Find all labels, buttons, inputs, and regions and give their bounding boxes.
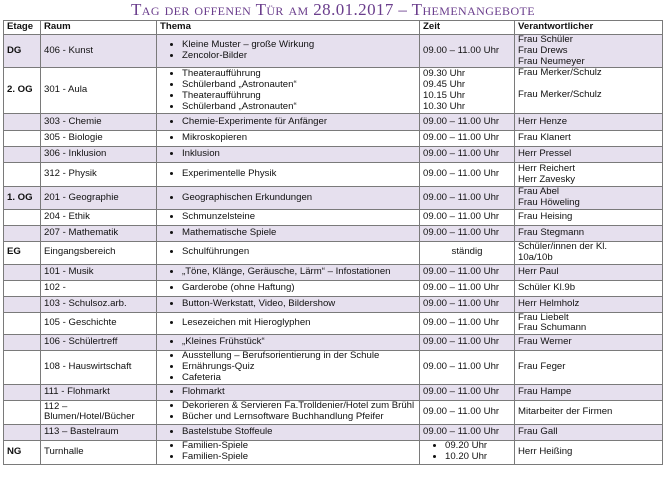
cell-raum: 303 - Chemie: [41, 114, 157, 131]
zeit-line: 09.00 – 11.00 Uhr: [423, 316, 500, 328]
thema-item: • Dekorieren & Servieren Fa.Trolldenier/Hotel zum Brühl: [182, 401, 416, 412]
thema-list: [160, 133, 416, 144]
cell-thema: [157, 114, 420, 131]
cell-etage: NG: [4, 440, 41, 464]
cell-zeit: [420, 225, 515, 241]
cell-etage: [4, 384, 41, 400]
thema-item: • Mathematische Spiele: [182, 228, 416, 239]
cell-verantwortlicher: [515, 131, 663, 147]
cell-zeit: [420, 296, 515, 312]
cell-etage: [4, 351, 41, 384]
zeit-line: 09.00 – 11.00 Uhr: [423, 405, 500, 417]
cell-thema: [157, 335, 420, 351]
thema-item: • Experimentelle Physik: [182, 169, 416, 180]
verantwortlicher-line: Frau Hampe: [518, 385, 572, 397]
table-row: [4, 312, 663, 335]
cell-zeit: [420, 280, 515, 296]
verantwortlicher-line: Frau Stegmann: [518, 227, 585, 239]
cell-etage: [4, 264, 41, 280]
table-row: [4, 335, 663, 351]
verantwortlicher-line: Frau Abel: [518, 186, 560, 198]
table-row: [4, 187, 663, 210]
cell-zeit: [420, 335, 515, 351]
thema-item: • „Töne, Klänge, Geräusche, Lärm“ – Infostationen: [182, 267, 416, 278]
cell-zeit: [420, 400, 515, 424]
thema-item: • Bastelstube Stoffeule: [182, 427, 416, 438]
cell-raum: Eingangsbereich: [41, 241, 157, 264]
table-row: [4, 35, 663, 68]
cell-thema: [157, 312, 420, 335]
cell-raum: 207 - Mathematik: [41, 225, 157, 241]
cell-thema: [157, 264, 420, 280]
zeit-line: 09.00 – 11.00 Uhr: [423, 425, 500, 437]
cell-zeit: [420, 209, 515, 225]
zeit-line: 09.30 Uhr: [423, 68, 466, 80]
thema-item: • Familien-Spiele: [182, 441, 416, 452]
cell-zeit: [420, 163, 515, 187]
thema-list: [160, 69, 416, 112]
verantwortlicher-line: Herr Zavesky: [518, 173, 576, 185]
thema-list: [160, 247, 416, 258]
thema-item: • Lesezeichen mit Hieroglyphen: [182, 318, 416, 329]
table-row: [4, 384, 663, 400]
verantwortlicher-line: Frau Heising: [518, 211, 573, 223]
cell-verantwortlicher: [515, 424, 663, 440]
cell-raum: 106 - Schülertreff: [41, 335, 157, 351]
header-zeit: Zeit: [420, 21, 515, 35]
table-row: [4, 68, 663, 114]
zeit-list: [423, 441, 511, 463]
zeit-item: • 10.20 Uhr: [445, 452, 511, 463]
zeit-item: • 09.20 Uhr: [445, 441, 511, 452]
schedule-table: [3, 20, 663, 465]
verantwortlicher-line: Mitarbeiter der Firmen: [518, 405, 613, 417]
cell-zeit: [420, 440, 515, 464]
thema-item: • Bücher und Lernsoftware Buchhandlung Pfeifer: [182, 412, 416, 423]
cell-etage: [4, 400, 41, 424]
cell-zeit: [420, 114, 515, 131]
zeit-line: 09.00 – 11.00 Uhr: [423, 168, 500, 180]
zeit-line: 09.00 – 11.00 Uhr: [423, 211, 500, 223]
thema-list: [160, 318, 416, 329]
verantwortlicher-line: 10a/10b: [518, 251, 553, 263]
cell-thema: [157, 351, 420, 384]
zeit-line: 09.00 – 11.00 Uhr: [423, 297, 500, 309]
thema-list: [160, 283, 416, 294]
cell-verantwortlicher: [515, 440, 663, 464]
thema-list: [160, 117, 416, 128]
cell-etage: DG: [4, 35, 41, 68]
verantwortlicher-line: Frau Merker/Schulz: [518, 89, 602, 101]
zeit-line: 10.15 Uhr: [423, 89, 466, 101]
zeit-line: ständig: [451, 246, 483, 258]
thema-item: • Ausstellung – Berufsorientierung in der Schule: [182, 351, 416, 362]
verantwortlicher-line: Herr Heißing: [518, 445, 573, 457]
cell-thema: [157, 225, 420, 241]
zeit-line: 09.00 – 11.00 Uhr: [423, 148, 500, 160]
cell-verantwortlicher: [515, 114, 663, 131]
cell-etage: 2. OG: [4, 68, 41, 114]
cell-etage: [4, 147, 41, 163]
thema-item: • Ernährungs-Quiz: [182, 362, 416, 373]
thema-item: • Schülerband „Astronauten“: [182, 102, 416, 113]
cell-raum: Turnhalle: [41, 440, 157, 464]
cell-raum: 305 - Biologie: [41, 131, 157, 147]
cell-thema: [157, 209, 420, 225]
verantwortlicher-line: Frau Schüler: [518, 34, 573, 45]
cell-etage: [4, 163, 41, 187]
cell-thema: [157, 241, 420, 264]
cell-raum: 406 - Kunst: [41, 35, 157, 68]
table-row: [4, 131, 663, 147]
cell-raum: 312 - Physik: [41, 163, 157, 187]
thema-list: [160, 427, 416, 438]
cell-verantwortlicher: [515, 68, 663, 114]
cell-zeit: [420, 424, 515, 440]
cell-raum: 201 - Geographie: [41, 187, 157, 210]
cell-zeit: [420, 351, 515, 384]
cell-thema: [157, 280, 420, 296]
cell-thema: [157, 296, 420, 312]
verantwortlicher-line: Herr Helmholz: [518, 297, 580, 309]
cell-thema: [157, 163, 420, 187]
thema-list: [160, 40, 416, 62]
cell-verantwortlicher: [515, 280, 663, 296]
cell-thema: [157, 147, 420, 163]
cell-zeit: [420, 131, 515, 147]
verantwortlicher-line: Frau Werner: [518, 336, 572, 348]
thema-item: • Garderobe (ohne Haftung): [182, 283, 416, 294]
cell-etage: [4, 335, 41, 351]
cell-raum: 112 – Blumen/Hotel/Bücher: [41, 400, 157, 424]
cell-etage: [4, 312, 41, 335]
verantwortlicher-line: Herr Henze: [518, 115, 568, 127]
cell-verantwortlicher: [515, 384, 663, 400]
thema-list: [160, 299, 416, 310]
thema-item: • Inklusion: [182, 149, 416, 160]
thema-list: [160, 228, 416, 239]
cell-zeit: [420, 384, 515, 400]
zeit-line: 09.00 – 11.00 Uhr: [423, 44, 500, 56]
table-row: [4, 400, 663, 424]
thema-item: • Kleine Muster – große Wirkung: [182, 40, 416, 51]
cell-etage: [4, 131, 41, 147]
verantwortlicher-line: Herr Pressel: [518, 148, 572, 160]
verantwortlicher-line: Herr Reichert: [518, 163, 576, 175]
cell-verantwortlicher: [515, 335, 663, 351]
cell-verantwortlicher: [515, 312, 663, 335]
table-row: [4, 296, 663, 312]
cell-verantwortlicher: [515, 264, 663, 280]
header-etage: Etage: [4, 21, 41, 35]
thema-item: • Geographischen Erkundungen: [182, 193, 416, 204]
verantwortlicher-line: Frau Neumeyer: [518, 55, 585, 67]
cell-verantwortlicher: [515, 351, 663, 384]
thema-item: • Mikroskopieren: [182, 133, 416, 144]
zeit-line: 09.00 – 11.00 Uhr: [423, 281, 500, 293]
cell-raum: 101 - Musik: [41, 264, 157, 280]
zeit-line: 09.00 – 11.00 Uhr: [423, 191, 500, 203]
header-thema: Thema: [157, 21, 420, 35]
table-row: [4, 114, 663, 131]
table-row: [4, 264, 663, 280]
table-row: [4, 241, 663, 264]
cell-zeit: [420, 187, 515, 210]
verantwortlicher-line: Frau Feger: [518, 360, 566, 372]
table-row: [4, 351, 663, 384]
zeit-line: 10.30 Uhr: [423, 100, 466, 112]
cell-raum: 102 -: [41, 280, 157, 296]
thema-item: • Schmunzelsteine: [182, 212, 416, 223]
cell-zeit: [420, 312, 515, 335]
cell-verantwortlicher: [515, 147, 663, 163]
header-raum: Raum: [41, 21, 157, 35]
thema-list: [160, 169, 416, 180]
header-verantwortlicher: Verantwortlicher: [515, 21, 663, 35]
zeit-line: 09.00 – 11.00 Uhr: [423, 115, 500, 127]
thema-item: • Chemie-Experimente für Anfänger: [182, 117, 416, 128]
table-row: [4, 225, 663, 241]
zeit-line: 09.45 Uhr: [423, 79, 466, 91]
table-row: [4, 280, 663, 296]
verantwortlicher-line: Frau Merker/Schulz: [518, 67, 602, 79]
thema-list: [160, 351, 416, 383]
thema-item: • Cafeteria: [182, 373, 416, 384]
cell-etage: EG: [4, 241, 41, 264]
cell-etage: [4, 225, 41, 241]
cell-raum: 204 - Ethik: [41, 209, 157, 225]
cell-raum: 113 – Bastelraum: [41, 424, 157, 440]
cell-verantwortlicher: [515, 225, 663, 241]
cell-etage: [4, 296, 41, 312]
thema-list: [160, 149, 416, 160]
thema-item: • Zencolor-Bilder: [182, 51, 416, 62]
table-row: [4, 440, 663, 464]
cell-raum: 111 - Flohmarkt: [41, 384, 157, 400]
cell-zeit: [420, 147, 515, 163]
cell-raum: 105 - Geschichte: [41, 312, 157, 335]
cell-zeit: [420, 35, 515, 68]
thema-list: [160, 267, 416, 278]
cell-zeit: [420, 241, 515, 264]
thema-list: [160, 337, 416, 348]
thema-item: • Schulführungen: [182, 247, 416, 258]
verantwortlicher-line: Frau Schumann: [518, 322, 587, 334]
cell-thema: [157, 187, 420, 210]
thema-item: • Button-Werkstatt, Video, Bildershow: [182, 299, 416, 310]
cell-raum: 108 - Hauswirtschaft: [41, 351, 157, 384]
cell-etage: [4, 280, 41, 296]
cell-raum: 103 - Schulsoz.arb.: [41, 296, 157, 312]
table-row: [4, 424, 663, 440]
verantwortlicher-line: Frau Höweling: [518, 197, 580, 209]
cell-verantwortlicher: [515, 187, 663, 210]
table-body: [4, 35, 663, 465]
thema-item: • Familien-Spiele: [182, 452, 416, 463]
zeit-line: 09.00 – 11.00 Uhr: [423, 336, 500, 348]
cell-raum: 301 - Aula: [41, 68, 157, 114]
thema-item: • Flohmarkt: [182, 387, 416, 398]
table-header-row: [4, 21, 663, 35]
cell-thema: [157, 131, 420, 147]
zeit-line: 09.00 – 11.00 Uhr: [423, 132, 500, 144]
cell-verantwortlicher: [515, 296, 663, 312]
cell-verantwortlicher: [515, 209, 663, 225]
page-title: Tag der offenen Tür am 28.01.2017 – Themenangebote: [131, 0, 535, 19]
cell-zeit: [420, 68, 515, 114]
cell-verantwortlicher: [515, 35, 663, 68]
verantwortlicher-line: Frau Drews: [518, 44, 568, 56]
thema-item: • „Kleines Frühstück“: [182, 337, 416, 348]
cell-thema: [157, 68, 420, 114]
verantwortlicher-line: Schüler Kl.9b: [518, 281, 576, 293]
cell-thema: [157, 35, 420, 68]
thema-item: • Theateraufführung: [182, 69, 416, 80]
cell-etage: [4, 209, 41, 225]
thema-list: [160, 387, 416, 398]
zeit-line: 09.00 – 11.00 Uhr: [423, 265, 500, 277]
thema-list: [160, 401, 416, 423]
cell-thema: [157, 384, 420, 400]
verantwortlicher-line: Frau Gall: [518, 425, 558, 437]
cell-verantwortlicher: [515, 400, 663, 424]
cell-verantwortlicher: [515, 163, 663, 187]
thema-item: • Theateraufführung: [182, 91, 416, 102]
cell-thema: [157, 440, 420, 464]
table-row: [4, 147, 663, 163]
zeit-line: 09.00 – 11.00 Uhr: [423, 385, 500, 397]
thema-item: • Schülerband „Astronauten“: [182, 80, 416, 91]
cell-raum: 306 - Inklusion: [41, 147, 157, 163]
cell-thema: [157, 400, 420, 424]
thema-list: [160, 441, 416, 463]
table-row: [4, 209, 663, 225]
cell-etage: 1. OG: [4, 187, 41, 210]
cell-zeit: [420, 264, 515, 280]
verantwortlicher-line: Frau Liebelt: [518, 312, 569, 323]
zeit-line: 09.00 – 11.00 Uhr: [423, 360, 500, 372]
verantwortlicher-line: Frau Klanert: [518, 132, 571, 144]
thema-list: [160, 193, 416, 204]
thema-list: [160, 212, 416, 223]
cell-verantwortlicher: [515, 241, 663, 264]
verantwortlicher-line: Schüler/innen der Kl.: [518, 241, 608, 252]
zeit-line: 09.00 – 11.00 Uhr: [423, 227, 500, 239]
cell-etage: [4, 114, 41, 131]
cell-thema: [157, 424, 420, 440]
cell-etage: [4, 424, 41, 440]
verantwortlicher-line: Herr Paul: [518, 265, 559, 277]
table-row: [4, 163, 663, 187]
